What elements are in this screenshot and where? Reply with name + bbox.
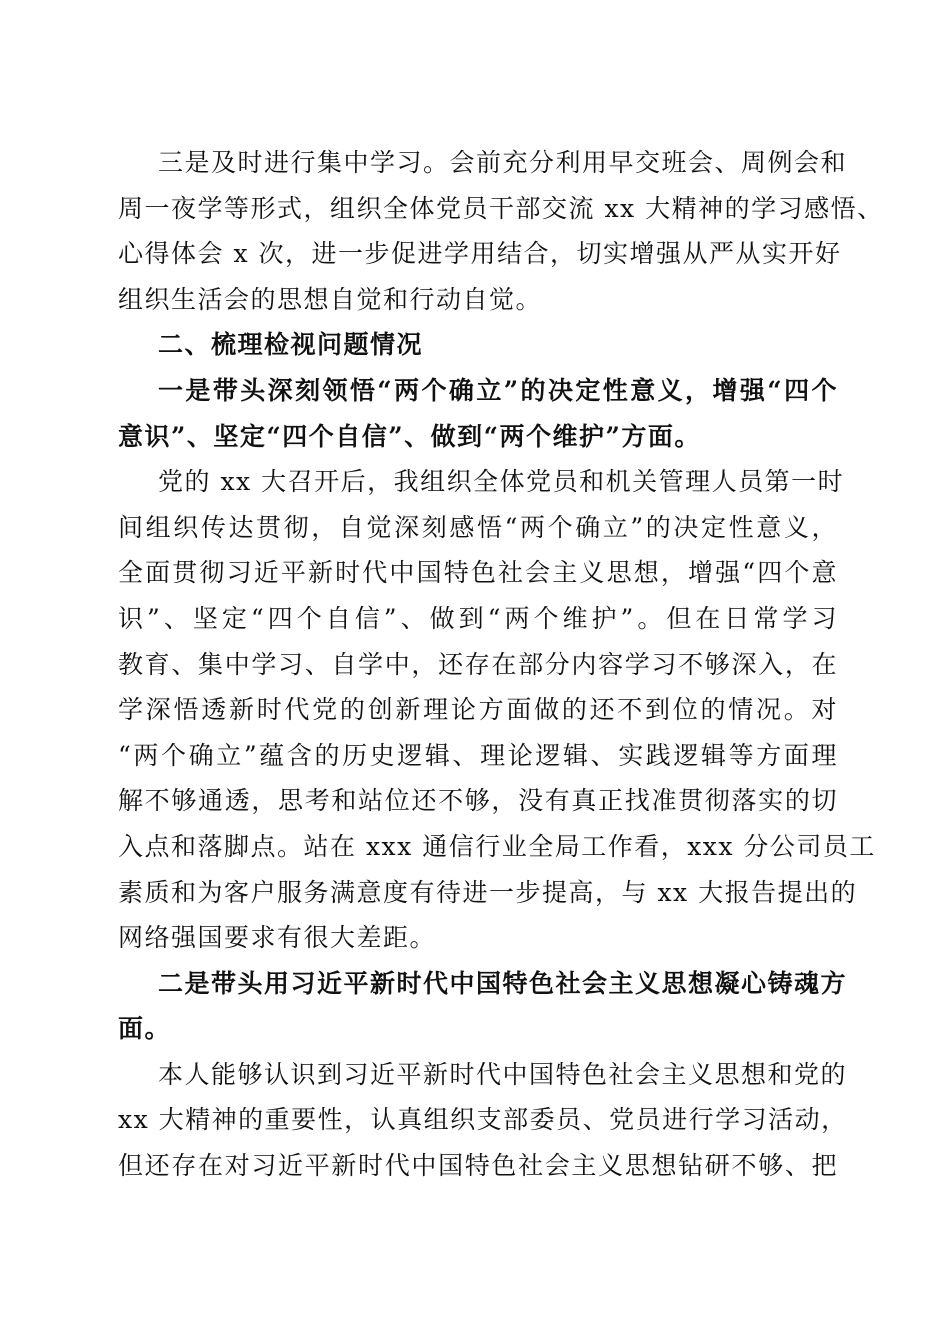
paragraph-line: xx 大精神的重要性，认真组织支部委员、党员进行学习活动， bbox=[118, 1105, 848, 1135]
paragraph-line: 间组织传达贯彻，自觉深刻感悟“两个确立”的决定性意义， bbox=[118, 512, 838, 542]
paragraph-line: 入点和落脚点。站在 xxx 通信行业全局工作看，xxx 分公司员工 bbox=[118, 831, 876, 861]
paragraph-line: 党的 xx 大召开后，我组织全体党员和机关管理人员第一时 bbox=[158, 467, 845, 497]
paragraph-line: 但还存在对习近平新时代中国特色社会主义思想钻研不够、把 bbox=[118, 1151, 838, 1181]
paragraph-line: 全面贯彻习近平新时代中国特色社会主义思想，增强“四个意 bbox=[118, 558, 838, 588]
paragraph-line: “两个确立”蕴含的历史逻辑、理论逻辑、实践逻辑等方面理 bbox=[118, 740, 838, 770]
paragraph-line: 学深悟透新时代党的创新理论方面做的还不到位的情况。对 bbox=[118, 695, 838, 725]
paragraph-line: 组织生活会的思想自觉和行动自觉。 bbox=[118, 284, 543, 314]
paragraph-line: 周一夜学等形式，组织全体党员干部交流 xx 大精神的学习感悟、 bbox=[118, 193, 884, 223]
document-body bbox=[118, 140, 884, 1189]
paragraph-line: 教育、集中学习、自学中，还存在部分内容学习不够深入，在 bbox=[118, 649, 838, 679]
paragraph-line: 解不够通透，思考和站位还不够，没有真正找准贯彻落实的切 bbox=[118, 786, 838, 816]
paragraph-line: 三是及时进行集中学习。会前充分利用早交班会、周例会和 bbox=[158, 148, 848, 177]
subheading-line: 面。 bbox=[118, 1014, 172, 1044]
paragraph-line: 心得体会 x 次，进一步促进学用结合，切实增强从严从实开好 bbox=[118, 239, 842, 269]
paragraph-line: 素质和为客户服务满意度有待进一步提高，与 xx 大报告提出的 bbox=[118, 877, 858, 907]
subheading-line: 意识”、坚定“四个自信”、做到“两个维护”方面。 bbox=[118, 421, 701, 451]
subheading-line: 二是带头用习近平新时代中国特色社会主义思想凝心铸魂方 bbox=[158, 968, 848, 998]
paragraph-line: 本人能够认识到习近平新时代中国特色社会主义思想和党的 bbox=[158, 1059, 848, 1089]
subheading-line: 一是带头深刻领悟“两个确立”的决定性意义，增强“四个 bbox=[158, 375, 838, 405]
paragraph-line: 识”、坚定“四个自信”、做到“两个维护”。但在日常学习 bbox=[118, 603, 838, 633]
section-heading: 二、梳理检视问题情况 bbox=[158, 330, 424, 360]
paragraph-line: 网络强国要求有很大差距。 bbox=[118, 923, 437, 953]
